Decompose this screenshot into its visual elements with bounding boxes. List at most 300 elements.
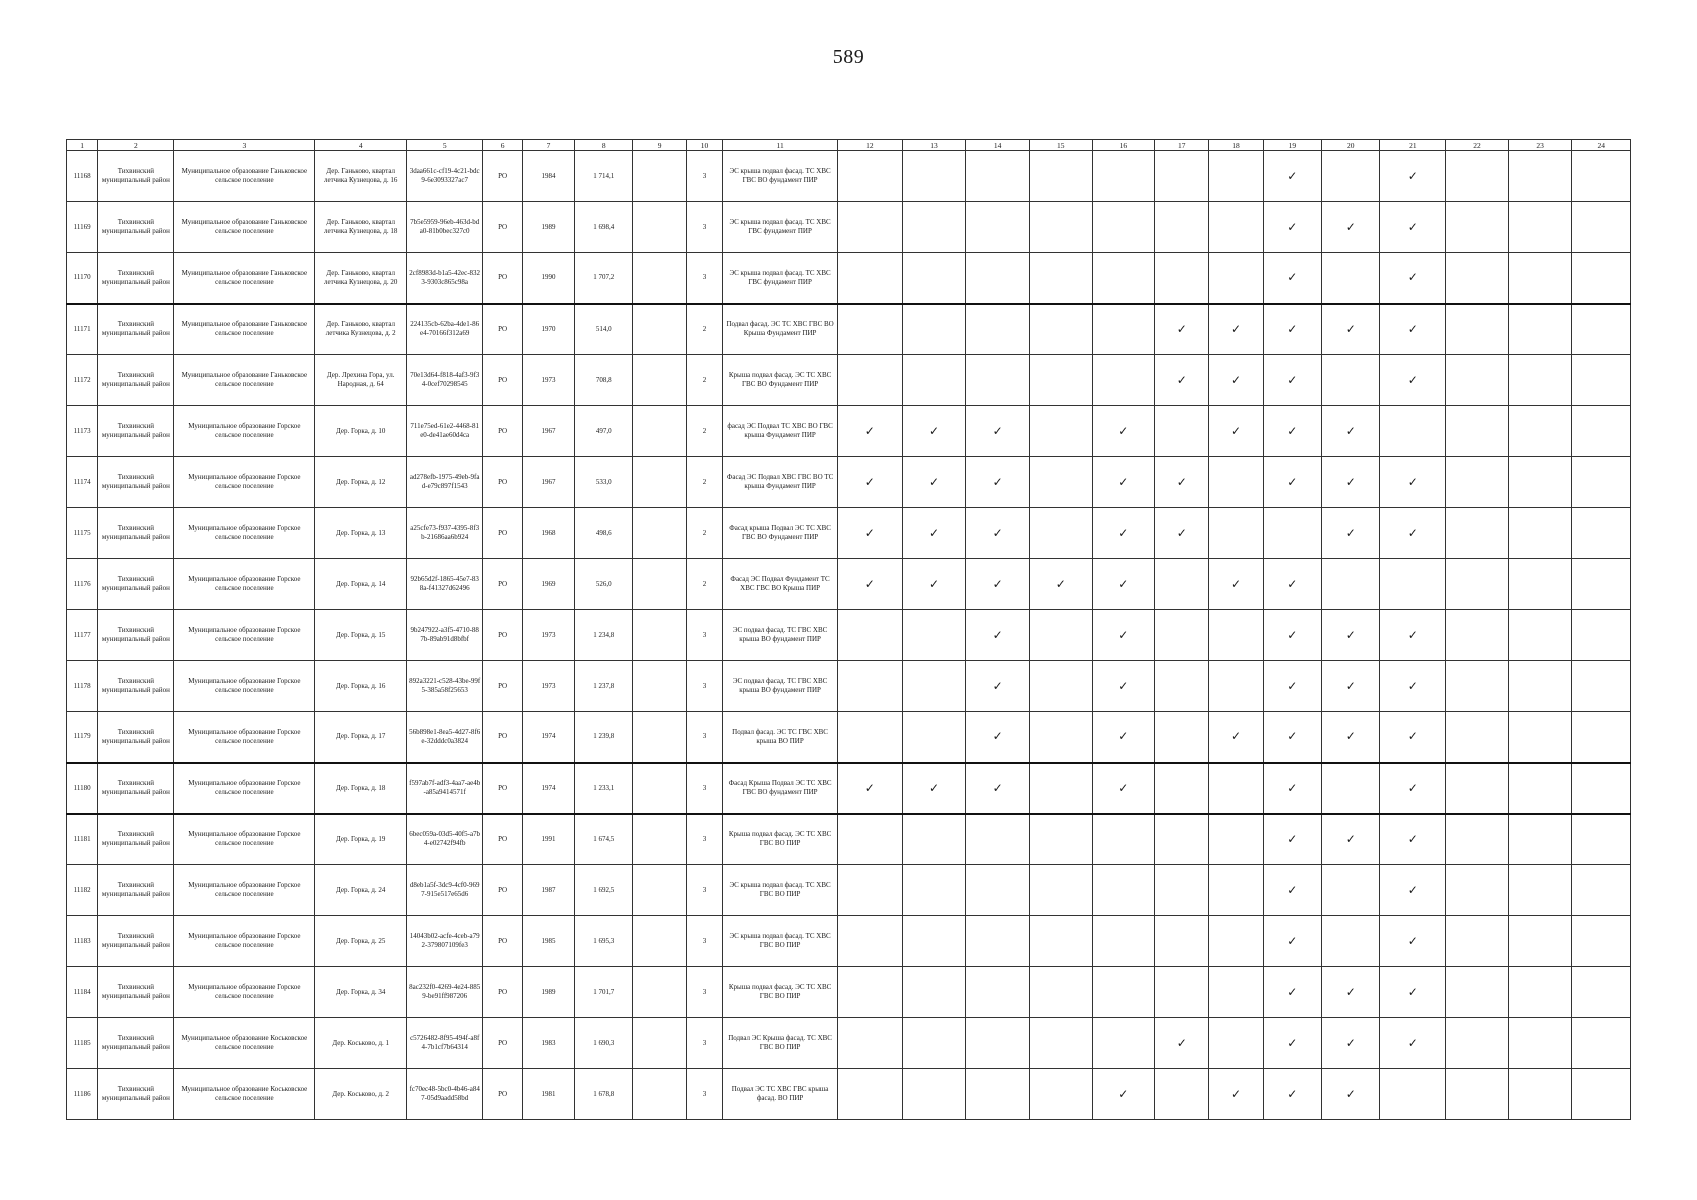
year-cell: 1973 [522, 355, 574, 406]
area-cell: 1 233,1 [575, 763, 633, 814]
check-mark-icon: ✓ [1345, 525, 1356, 540]
check-mark-icon: ✓ [928, 576, 939, 591]
guid-cell: 14043b02-acfe-4ceb-a792-379807109fe3 [407, 916, 483, 967]
work-mark-cell-19 [1263, 916, 1321, 967]
check-mark-icon: ✓ [1287, 372, 1298, 387]
work-mark-cell-12 [837, 865, 902, 916]
check-mark-icon: ✓ [992, 525, 1003, 540]
works-list-cell: ЭС подвал фасад. ТС ГВС ХВС крыша ВО фундамент ПИР [723, 610, 838, 661]
check-mark-icon: ✓ [1118, 627, 1129, 642]
work-mark-cell-22 [1446, 202, 1509, 253]
work-mark-cell-14 [966, 916, 1030, 967]
work-mark-cell-21 [1380, 814, 1446, 865]
district-cell: Тихвинский муниципальный район [98, 1018, 174, 1069]
column-header: 12 [837, 140, 902, 151]
check-mark-icon: ✓ [1287, 933, 1298, 948]
check-mark-icon: ✓ [864, 423, 875, 438]
municipality-cell: Муниципальное образование Горское сельское поселение [174, 661, 315, 712]
guid-cell: 56b898e1-8ea5-4d27-8f6e-32dddc0a3824 [407, 712, 483, 763]
work-mark-cell-23 [1508, 661, 1572, 712]
work-mark-cell-15 [1029, 610, 1092, 661]
column-9-cell [633, 1018, 686, 1069]
check-mark-icon: ✓ [1118, 474, 1129, 489]
work-mark-cell-12 [837, 559, 902, 610]
type-cell: РО [483, 457, 523, 508]
work-mark-cell-23 [1508, 1018, 1572, 1069]
year-cell: 1969 [522, 559, 574, 610]
work-mark-cell-12 [837, 355, 902, 406]
type-cell: РО [483, 865, 523, 916]
work-mark-cell-15 [1029, 406, 1092, 457]
column-10-cell: 2 [686, 508, 723, 559]
work-mark-cell-13 [902, 610, 966, 661]
district-cell: Тихвинский муниципальный район [98, 304, 174, 355]
column-9-cell [633, 355, 686, 406]
column-10-cell: 3 [686, 763, 723, 814]
work-mark-cell-16 [1092, 457, 1155, 508]
district-cell: Тихвинский муниципальный район [98, 967, 174, 1018]
year-cell: 1967 [522, 406, 574, 457]
work-mark-cell-21 [1380, 508, 1446, 559]
work-mark-cell-22 [1446, 661, 1509, 712]
column-header: 11 [723, 140, 838, 151]
check-mark-icon: ✓ [928, 474, 939, 489]
work-mark-cell-20 [1322, 508, 1380, 559]
work-mark-cell-14 [966, 1018, 1030, 1069]
guid-cell: 8ac232f0-4269-4e24-8859-be91ff987206 [407, 967, 483, 1018]
work-mark-cell-18 [1209, 508, 1263, 559]
table-row [67, 1069, 1631, 1120]
work-mark-cell-15 [1029, 661, 1092, 712]
work-mark-cell-16 [1092, 508, 1155, 559]
work-mark-cell-12 [837, 1018, 902, 1069]
type-cell: РО [483, 661, 523, 712]
work-mark-cell-13 [902, 151, 966, 202]
guid-cell: ad278efb-1975-49eb-9fad-e79c897f1543 [407, 457, 483, 508]
record-id-cell: 11170 [67, 253, 98, 304]
area-cell: 708,8 [575, 355, 633, 406]
district-cell: Тихвинский муниципальный район [98, 406, 174, 457]
works-list-cell: Подвал ЭС Крыша фасад. ТС ХВС ГВС ВО ПИР [723, 1018, 838, 1069]
work-mark-cell-16 [1092, 355, 1155, 406]
work-mark-cell-24 [1572, 1018, 1631, 1069]
record-id-cell: 11169 [67, 202, 98, 253]
work-mark-cell-18 [1209, 559, 1263, 610]
address-cell: Дер. Горка, д. 13 [315, 508, 407, 559]
work-mark-cell-12 [837, 916, 902, 967]
work-mark-cell-20 [1322, 865, 1380, 916]
work-mark-cell-20 [1322, 712, 1380, 763]
check-mark-icon: ✓ [1118, 729, 1129, 744]
work-mark-cell-19 [1263, 253, 1321, 304]
work-mark-cell-13 [902, 1069, 966, 1120]
check-mark-icon: ✓ [1407, 933, 1418, 948]
work-mark-cell-24 [1572, 202, 1631, 253]
work-mark-cell-22 [1446, 355, 1509, 406]
work-mark-cell-15 [1029, 253, 1092, 304]
column-10-cell: 3 [686, 253, 723, 304]
check-mark-icon: ✓ [1407, 780, 1418, 795]
work-mark-cell-17 [1155, 355, 1209, 406]
check-mark-icon: ✓ [1345, 1035, 1356, 1050]
type-cell: РО [483, 967, 523, 1018]
area-cell: 1 237,8 [575, 661, 633, 712]
works-list-cell: Фасад Крыша Подвал ЭС ТС ХВС ГВС ВО фундамент ПИР [723, 763, 838, 814]
check-mark-icon: ✓ [864, 474, 875, 489]
type-cell: РО [483, 1069, 523, 1120]
work-mark-cell-17 [1155, 508, 1209, 559]
work-mark-cell-16 [1092, 253, 1155, 304]
check-mark-icon: ✓ [1407, 168, 1418, 183]
record-id-cell: 11185 [67, 1018, 98, 1069]
work-mark-cell-13 [902, 508, 966, 559]
column-10-cell: 2 [686, 559, 723, 610]
table-row [67, 202, 1631, 253]
type-cell: РО [483, 406, 523, 457]
address-cell: Дер. Коськово, д. 2 [315, 1069, 407, 1120]
work-mark-cell-16 [1092, 610, 1155, 661]
work-mark-cell-24 [1572, 610, 1631, 661]
work-mark-cell-14 [966, 508, 1030, 559]
address-cell: Дер. Ганьково, квартал летчика Кузнецова, д. 20 [315, 253, 407, 304]
work-mark-cell-19 [1263, 559, 1321, 610]
work-mark-cell-18 [1209, 151, 1263, 202]
type-cell: РО [483, 610, 523, 661]
work-mark-cell-15 [1029, 814, 1092, 865]
column-header: 8 [575, 140, 633, 151]
work-mark-cell-17 [1155, 151, 1209, 202]
column-header: 19 [1263, 140, 1321, 151]
work-mark-cell-18 [1209, 355, 1263, 406]
check-mark-icon: ✓ [1407, 1035, 1418, 1050]
work-mark-cell-20 [1322, 304, 1380, 355]
work-mark-cell-22 [1446, 916, 1509, 967]
address-cell: Дер. Горка, д. 34 [315, 967, 407, 1018]
area-cell: 526,0 [575, 559, 633, 610]
address-cell: Дер. Горка, д. 14 [315, 559, 407, 610]
work-mark-cell-13 [902, 814, 966, 865]
column-9-cell [633, 559, 686, 610]
works-list-cell: Подвал фасад. ЭС ТС ГВС ХВС крыша ВО ПИР [723, 712, 838, 763]
area-cell: 1 239,8 [575, 712, 633, 763]
address-cell: Дер. Лрехина Гора, ул. Народная, д. 64 [315, 355, 407, 406]
type-cell: РО [483, 253, 523, 304]
record-id-cell: 11171 [67, 304, 98, 355]
work-mark-cell-16 [1092, 151, 1155, 202]
work-mark-cell-18 [1209, 253, 1263, 304]
work-mark-cell-16 [1092, 712, 1155, 763]
work-mark-cell-24 [1572, 406, 1631, 457]
work-mark-cell-19 [1263, 508, 1321, 559]
guid-cell: 92b65d2f-1865-45e7-838a-f41327d62496 [407, 559, 483, 610]
guid-cell: f597ab7f-adf3-4aa7-ae4b-a85a9414571f [407, 763, 483, 814]
column-header: 1 [67, 140, 98, 151]
column-10-cell: 3 [686, 814, 723, 865]
work-mark-cell-14 [966, 559, 1030, 610]
check-mark-icon: ✓ [1407, 219, 1418, 234]
work-mark-cell-21 [1380, 610, 1446, 661]
work-mark-cell-19 [1263, 661, 1321, 712]
work-mark-cell-12 [837, 814, 902, 865]
municipality-cell: Муниципальное образование Горское сельское поселение [174, 763, 315, 814]
guid-cell: 3daa661c-cf19-4c21-bdc9-6e3093327ac7 [407, 151, 483, 202]
column-9-cell [633, 712, 686, 763]
work-mark-cell-24 [1572, 559, 1631, 610]
year-cell: 1981 [522, 1069, 574, 1120]
column-header: 16 [1092, 140, 1155, 151]
work-mark-cell-14 [966, 253, 1030, 304]
work-mark-cell-16 [1092, 814, 1155, 865]
address-cell: Дер. Горка, д. 12 [315, 457, 407, 508]
record-id-cell: 11176 [67, 559, 98, 610]
district-cell: Тихвинский муниципальный район [98, 865, 174, 916]
year-cell: 1984 [522, 151, 574, 202]
column-header: 13 [902, 140, 966, 151]
work-mark-cell-14 [966, 304, 1030, 355]
area-cell: 1 695,3 [575, 916, 633, 967]
work-mark-cell-18 [1209, 916, 1263, 967]
work-mark-cell-24 [1572, 967, 1631, 1018]
work-mark-cell-24 [1572, 1069, 1631, 1120]
column-9-cell [633, 508, 686, 559]
table-row [67, 814, 1631, 865]
work-mark-cell-17 [1155, 1018, 1209, 1069]
work-mark-cell-24 [1572, 304, 1631, 355]
work-mark-cell-24 [1572, 253, 1631, 304]
column-header: 21 [1380, 140, 1446, 151]
work-mark-cell-13 [902, 661, 966, 712]
guid-cell: 224135cb-62ba-4de1-86e4-70166f312a69 [407, 304, 483, 355]
work-mark-cell-24 [1572, 916, 1631, 967]
table-row [67, 1018, 1631, 1069]
work-mark-cell-23 [1508, 457, 1572, 508]
work-mark-cell-17 [1155, 865, 1209, 916]
type-cell: РО [483, 559, 523, 610]
check-mark-icon: ✓ [1118, 1086, 1129, 1101]
column-10-cell: 3 [686, 967, 723, 1018]
work-mark-cell-23 [1508, 916, 1572, 967]
work-mark-cell-14 [966, 202, 1030, 253]
works-list-cell: Подвал ЭС ТС ХВС ГВС крыша фасад. ВО ПИР [723, 1069, 838, 1120]
check-mark-icon: ✓ [1407, 831, 1418, 846]
work-mark-cell-12 [837, 151, 902, 202]
table-row [67, 712, 1631, 763]
column-9-cell [633, 202, 686, 253]
work-mark-cell-13 [902, 304, 966, 355]
work-mark-cell-15 [1029, 916, 1092, 967]
check-mark-icon: ✓ [1287, 423, 1298, 438]
check-mark-icon: ✓ [1287, 219, 1298, 234]
work-mark-cell-17 [1155, 1069, 1209, 1120]
work-mark-cell-14 [966, 610, 1030, 661]
work-mark-cell-22 [1446, 304, 1509, 355]
check-mark-icon: ✓ [1287, 780, 1298, 795]
guid-cell: 7b5e5959-96eb-463d-bda0-81b0bec327c0 [407, 202, 483, 253]
district-cell: Тихвинский муниципальный район [98, 610, 174, 661]
work-mark-cell-23 [1508, 763, 1572, 814]
works-list-cell: ЭС крыша подвал фасад. ТС ХВС ГВС фундамент ПИР [723, 202, 838, 253]
type-cell: РО [483, 712, 523, 763]
check-mark-icon: ✓ [928, 423, 939, 438]
type-cell: РО [483, 814, 523, 865]
column-10-cell: 2 [686, 304, 723, 355]
check-mark-icon: ✓ [1118, 780, 1129, 795]
check-mark-icon: ✓ [1287, 474, 1298, 489]
check-mark-icon: ✓ [1345, 423, 1356, 438]
year-cell: 1970 [522, 304, 574, 355]
work-mark-cell-14 [966, 865, 1030, 916]
work-mark-cell-17 [1155, 610, 1209, 661]
district-cell: Тихвинский муниципальный район [98, 763, 174, 814]
check-mark-icon: ✓ [1055, 576, 1066, 591]
record-id-cell: 11178 [67, 661, 98, 712]
check-mark-icon: ✓ [1176, 321, 1187, 336]
column-header: 10 [686, 140, 723, 151]
year-cell: 1987 [522, 865, 574, 916]
work-mark-cell-19 [1263, 457, 1321, 508]
work-mark-cell-13 [902, 865, 966, 916]
work-mark-cell-12 [837, 1069, 902, 1120]
work-mark-cell-20 [1322, 610, 1380, 661]
work-mark-cell-15 [1029, 1018, 1092, 1069]
work-mark-cell-17 [1155, 814, 1209, 865]
housing-register-table [66, 139, 1631, 1120]
check-mark-icon: ✓ [1176, 1035, 1187, 1050]
table-row [67, 559, 1631, 610]
work-mark-cell-16 [1092, 916, 1155, 967]
work-mark-cell-23 [1508, 559, 1572, 610]
address-cell: Дер. Ганьково, квартал летчика Кузнецова, д. 18 [315, 202, 407, 253]
type-cell: РО [483, 916, 523, 967]
check-mark-icon: ✓ [1230, 321, 1242, 336]
check-mark-icon: ✓ [1230, 729, 1242, 744]
district-cell: Тихвинский муниципальный район [98, 661, 174, 712]
work-mark-cell-15 [1029, 508, 1092, 559]
work-mark-cell-19 [1263, 1018, 1321, 1069]
works-list-cell: Крыша подвал фасад. ЭС ТС ХВС ГВС ВО ПИР [723, 967, 838, 1018]
work-mark-cell-17 [1155, 661, 1209, 712]
work-mark-cell-15 [1029, 304, 1092, 355]
year-cell: 1968 [522, 508, 574, 559]
work-mark-cell-14 [966, 967, 1030, 1018]
work-mark-cell-12 [837, 202, 902, 253]
address-cell: Дер. Горка, д. 18 [315, 763, 407, 814]
work-mark-cell-22 [1446, 610, 1509, 661]
guid-cell: 70e13d64-f818-4af3-9f34-0cef70298545 [407, 355, 483, 406]
column-header: 15 [1029, 140, 1092, 151]
work-mark-cell-24 [1572, 151, 1631, 202]
work-mark-cell-14 [966, 814, 1030, 865]
work-mark-cell-16 [1092, 202, 1155, 253]
check-mark-icon: ✓ [1345, 627, 1356, 642]
page-number: 589 [832, 46, 865, 68]
check-mark-icon: ✓ [1176, 474, 1187, 489]
work-mark-cell-21 [1380, 916, 1446, 967]
type-cell: РО [483, 763, 523, 814]
check-mark-icon: ✓ [1230, 1086, 1242, 1101]
municipality-cell: Муниципальное образование Горское сельское поселение [174, 508, 315, 559]
municipality-cell: Муниципальное образование Горское сельское поселение [174, 967, 315, 1018]
work-mark-cell-20 [1322, 814, 1380, 865]
municipality-cell: Муниципальное образование Ганьковское сельское поселение [174, 253, 315, 304]
work-mark-cell-21 [1380, 559, 1446, 610]
works-list-cell: ЭС крыша подвал фасад. ТС ХВС ГВС ВО ПИР [723, 865, 838, 916]
work-mark-cell-20 [1322, 661, 1380, 712]
work-mark-cell-21 [1380, 967, 1446, 1018]
year-cell: 1989 [522, 967, 574, 1018]
work-mark-cell-22 [1446, 406, 1509, 457]
type-cell: РО [483, 151, 523, 202]
area-cell: 497,0 [575, 406, 633, 457]
type-cell: РО [483, 1018, 523, 1069]
work-mark-cell-20 [1322, 559, 1380, 610]
column-9-cell [633, 865, 686, 916]
check-mark-icon: ✓ [1287, 1035, 1298, 1050]
work-mark-cell-18 [1209, 763, 1263, 814]
check-mark-icon: ✓ [1407, 729, 1418, 744]
work-mark-cell-18 [1209, 304, 1263, 355]
table-row [67, 967, 1631, 1018]
municipality-cell: Муниципальное образование Горское сельское поселение [174, 865, 315, 916]
work-mark-cell-22 [1446, 763, 1509, 814]
column-10-cell: 2 [686, 355, 723, 406]
column-header: 14 [966, 140, 1030, 151]
work-mark-cell-17 [1155, 202, 1209, 253]
work-mark-cell-15 [1029, 559, 1092, 610]
work-mark-cell-15 [1029, 202, 1092, 253]
work-mark-cell-22 [1446, 814, 1509, 865]
year-cell: 1990 [522, 253, 574, 304]
check-mark-icon: ✓ [1345, 984, 1356, 999]
area-cell: 1 678,8 [575, 1069, 633, 1120]
work-mark-cell-17 [1155, 712, 1209, 763]
area-cell: 498,6 [575, 508, 633, 559]
record-id-cell: 11181 [67, 814, 98, 865]
check-mark-icon: ✓ [1176, 525, 1187, 540]
guid-cell: 892a3221-c528-43be-99f5-385a58f25653 [407, 661, 483, 712]
table-row [67, 355, 1631, 406]
column-10-cell: 3 [686, 661, 723, 712]
check-mark-icon: ✓ [992, 627, 1003, 642]
work-mark-cell-21 [1380, 661, 1446, 712]
record-id-cell: 11168 [67, 151, 98, 202]
column-9-cell [633, 661, 686, 712]
work-mark-cell-23 [1508, 355, 1572, 406]
check-mark-icon: ✓ [992, 576, 1003, 591]
work-mark-cell-16 [1092, 304, 1155, 355]
check-mark-icon: ✓ [1345, 729, 1356, 744]
address-cell: Дер. Горка, д. 19 [315, 814, 407, 865]
work-mark-cell-16 [1092, 967, 1155, 1018]
work-mark-cell-19 [1263, 814, 1321, 865]
work-mark-cell-12 [837, 712, 902, 763]
type-cell: РО [483, 202, 523, 253]
check-mark-icon: ✓ [1118, 678, 1129, 693]
work-mark-cell-20 [1322, 406, 1380, 457]
district-cell: Тихвинский муниципальный район [98, 916, 174, 967]
work-mark-cell-21 [1380, 151, 1446, 202]
check-mark-icon: ✓ [992, 780, 1003, 795]
work-mark-cell-14 [966, 712, 1030, 763]
area-cell: 1 698,4 [575, 202, 633, 253]
work-mark-cell-20 [1322, 355, 1380, 406]
work-mark-cell-23 [1508, 865, 1572, 916]
column-9-cell [633, 406, 686, 457]
work-mark-cell-23 [1508, 610, 1572, 661]
work-mark-cell-17 [1155, 916, 1209, 967]
work-mark-cell-17 [1155, 967, 1209, 1018]
work-mark-cell-24 [1572, 508, 1631, 559]
